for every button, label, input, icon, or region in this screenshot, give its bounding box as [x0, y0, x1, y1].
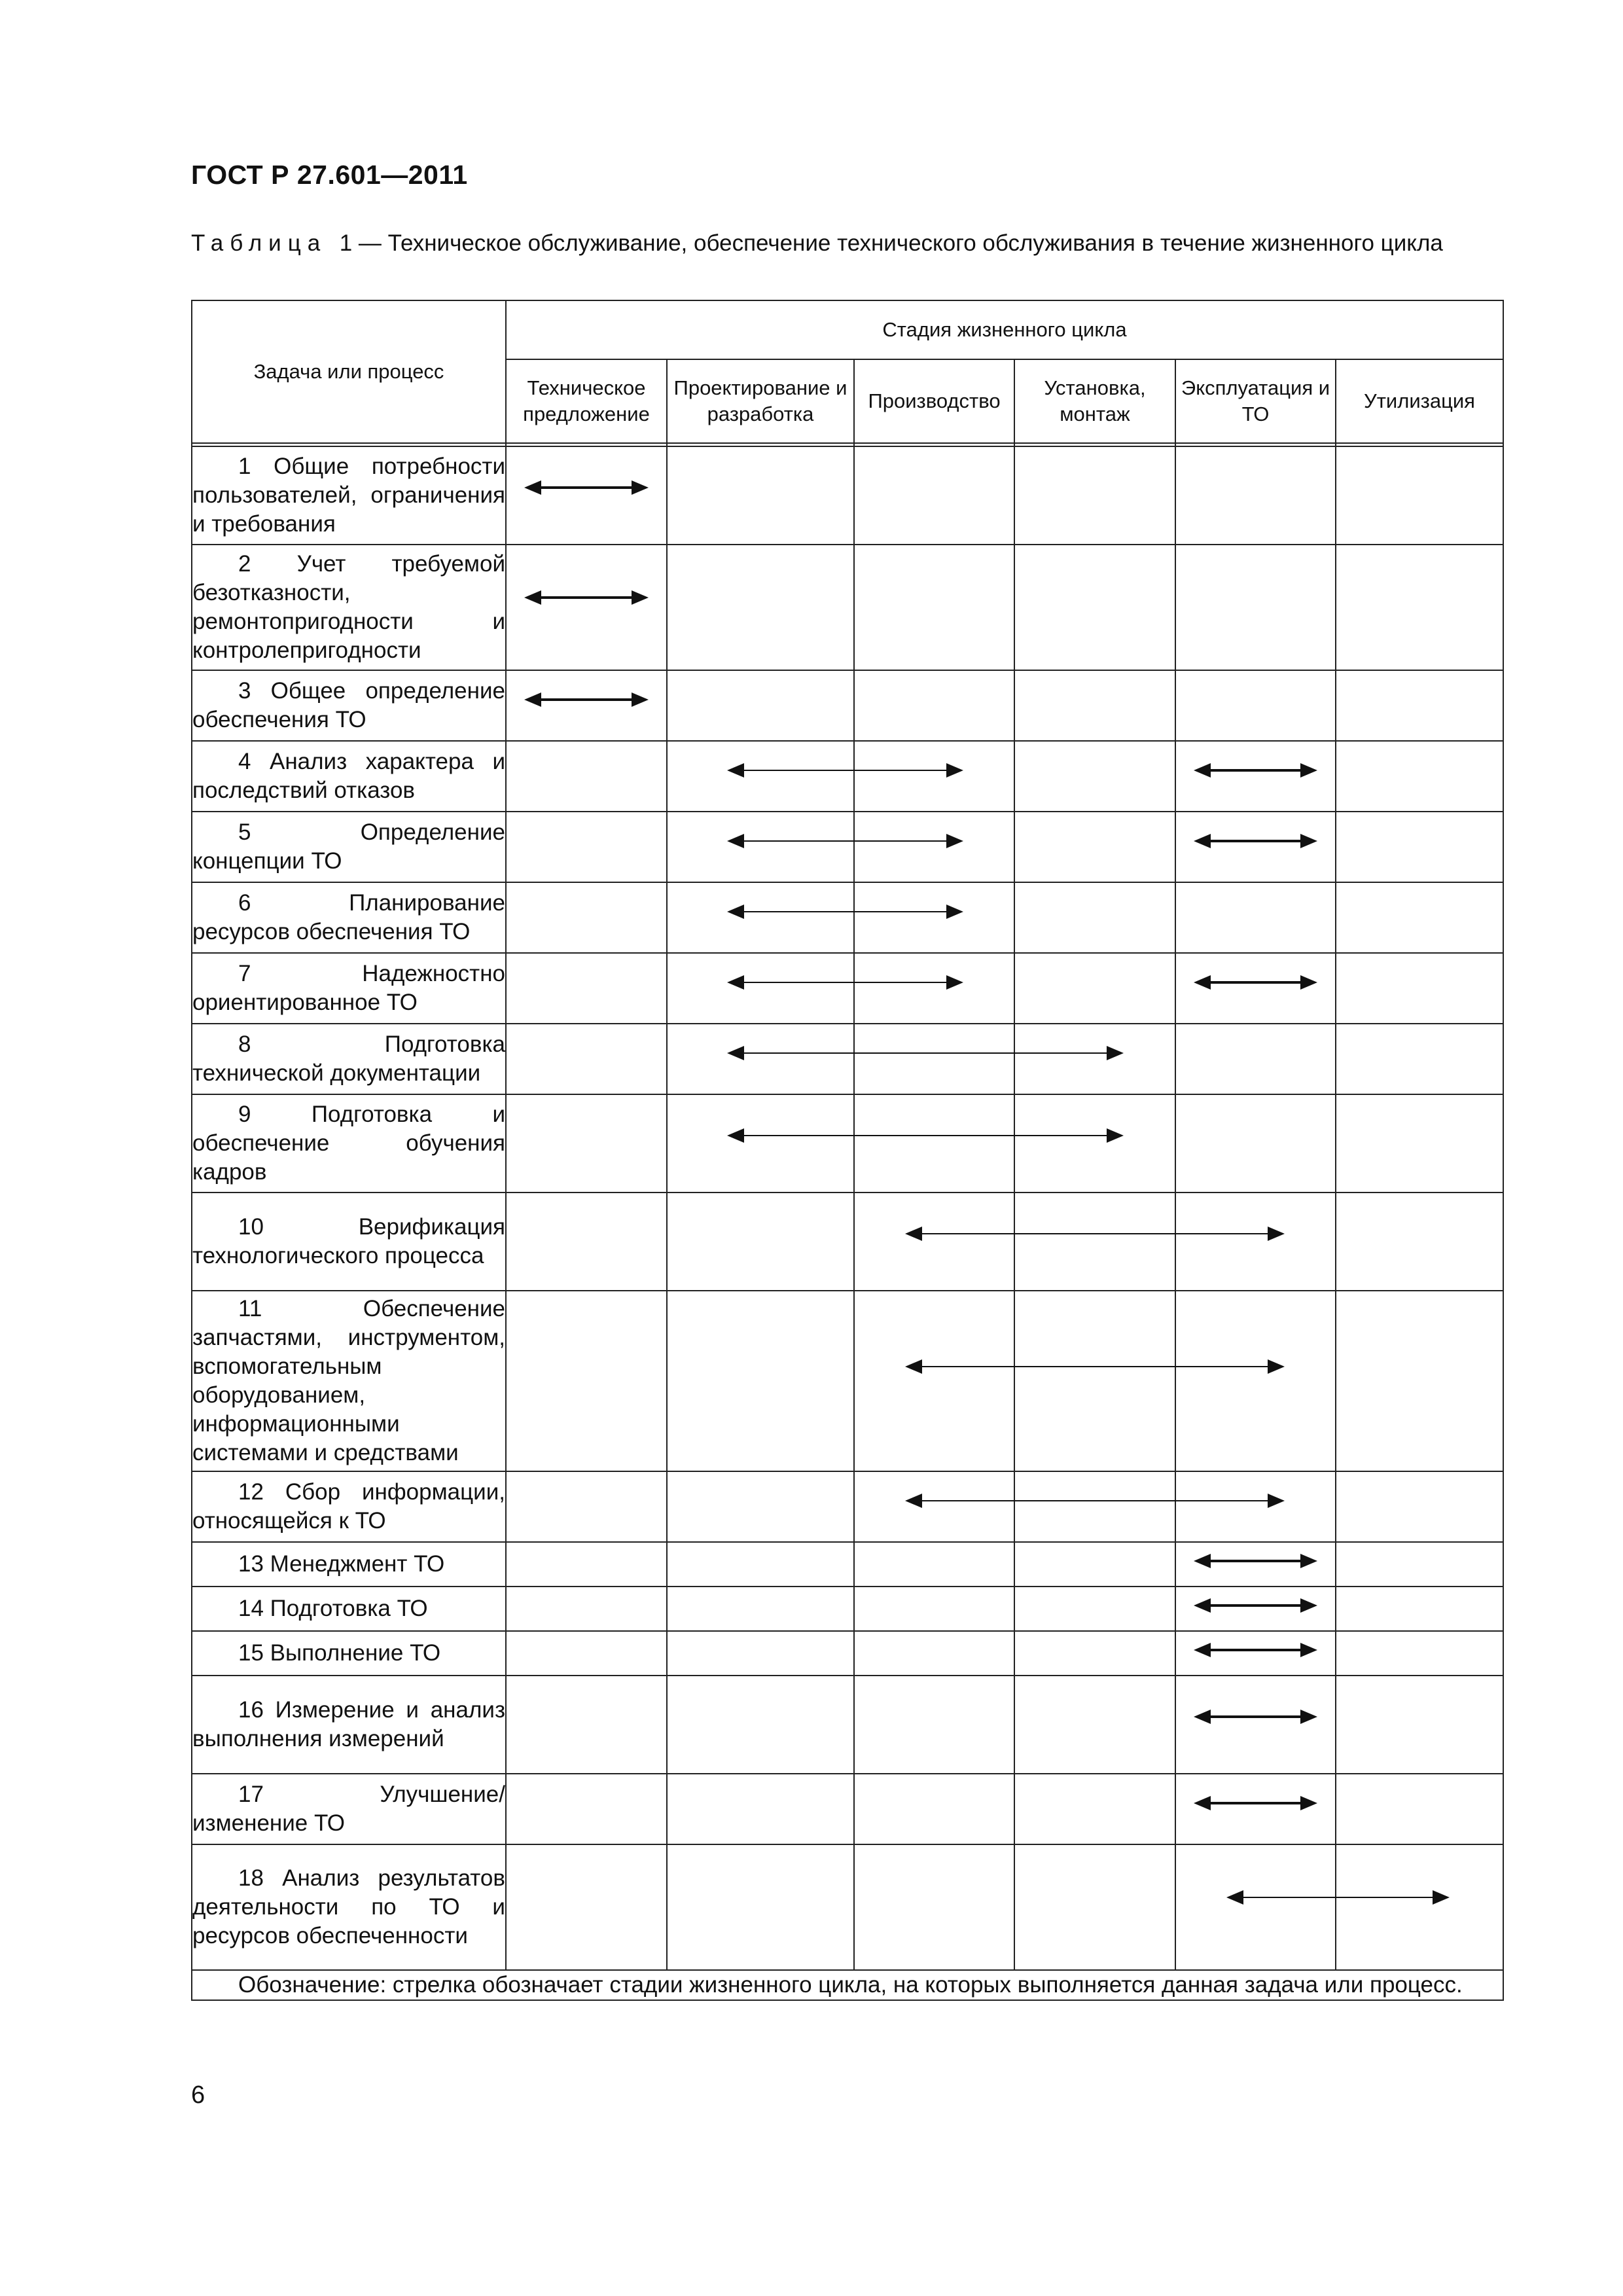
task-text: 15 Выполнение ТО [238, 1640, 441, 1666]
stage-cell [506, 741, 667, 812]
stage-cell [854, 1631, 1014, 1676]
stage-cell [854, 1774, 1014, 1844]
stage-header: Техническое предложение [506, 359, 667, 443]
table-row [192, 545, 1503, 670]
task-cell [192, 1542, 506, 1587]
stage-cell [506, 1542, 667, 1587]
task-cell [192, 882, 506, 953]
stage-cell [1336, 812, 1503, 882]
table-row [192, 953, 1503, 1024]
table-row [192, 741, 1503, 812]
stage-cell [667, 1471, 854, 1542]
stage-cell [506, 446, 667, 545]
stage-cell [1014, 812, 1175, 882]
stage-cell [854, 953, 1014, 1024]
stage-cell [667, 1024, 854, 1094]
table-row [192, 882, 1503, 953]
stage-cell [1175, 953, 1336, 1024]
task-cell [192, 953, 506, 1024]
task-cell [192, 741, 506, 812]
task-cell [192, 1094, 506, 1193]
table-caption [191, 229, 1503, 258]
stage-cell [1175, 1291, 1336, 1471]
stage-cell [854, 1193, 1014, 1291]
table-row [192, 1193, 1503, 1291]
task-cell [192, 446, 506, 545]
task-text: 17 Улучшение/ изменение ТО [192, 1782, 505, 1836]
stage-group-header: Стадия жизненного цикла [506, 300, 1503, 359]
task-text: 11 Обеспечение запчастями, инструментом, вспомогательным оборудованием, информационными системами и средствами [192, 1296, 505, 1465]
stage-cell [667, 1774, 854, 1844]
task-text: 2 Учет требуемой безотказности, ремонтопригодности и контролепригодности [192, 551, 505, 663]
table-row [192, 1542, 1503, 1587]
stage-cell [854, 545, 1014, 670]
stage-cell [1175, 812, 1336, 882]
table-note [192, 1970, 1503, 2000]
task-text: 5 Определение концепции ТО [192, 819, 505, 874]
stage-cell [1175, 1774, 1336, 1844]
stage-cell [854, 1024, 1014, 1094]
stage-cell [1014, 1094, 1175, 1193]
stage-cell [667, 812, 854, 882]
stage-cell [667, 1631, 854, 1676]
stage-cell [854, 882, 1014, 953]
stage-cell [854, 1587, 1014, 1631]
stage-cell [1014, 1542, 1175, 1587]
task-column-header: Задача или процесс [192, 300, 506, 443]
table-row [192, 1291, 1503, 1471]
stage-cell [854, 1542, 1014, 1587]
stage-cell [1175, 1844, 1336, 1970]
stage-cell [506, 1587, 667, 1631]
lifecycle-table [191, 300, 1504, 2001]
table-row [192, 1774, 1503, 1844]
task-cell [192, 1844, 506, 1970]
stage-cell [1014, 741, 1175, 812]
table-row [192, 1471, 1503, 1542]
stage-cell [667, 670, 854, 741]
table-row [192, 1676, 1503, 1774]
stage-cell [667, 953, 854, 1024]
stage-cell [1336, 1587, 1503, 1631]
table-row [192, 1024, 1503, 1094]
task-cell [192, 1193, 506, 1291]
stage-cell [1336, 1471, 1503, 1542]
stage-cell [1175, 1193, 1336, 1291]
stage-cell [1336, 1844, 1503, 1970]
table-body [192, 446, 1503, 1970]
table-row [192, 812, 1503, 882]
task-text: 13 Менеджмент ТО [238, 1551, 445, 1577]
stage-cell [1336, 1542, 1503, 1587]
stage-cell [854, 812, 1014, 882]
stage-cell [1175, 1587, 1336, 1631]
stage-cell [1336, 741, 1503, 812]
stage-cell [506, 545, 667, 670]
stage-cell [506, 882, 667, 953]
task-text: 16 Измерение и анализ выполнения измерений [192, 1697, 505, 1751]
task-text: 18 Анализ результатов деятельности по ТО и ресурсов обеспеченности [192, 1865, 505, 1948]
task-cell [192, 812, 506, 882]
stage-cell [506, 1676, 667, 1774]
stage-cell [1175, 1676, 1336, 1774]
stage-cell [667, 1542, 854, 1587]
stage-cell [506, 1024, 667, 1094]
stage-cell [1014, 1774, 1175, 1844]
stage-cell [1014, 953, 1175, 1024]
stage-cell [667, 446, 854, 545]
stage-cell [1336, 670, 1503, 741]
stage-cell [506, 1471, 667, 1542]
stage-cell [1336, 1024, 1503, 1094]
stage-cell [667, 1676, 854, 1774]
stage-cell [854, 1291, 1014, 1471]
stage-cell [1336, 1193, 1503, 1291]
stage-cell [506, 1844, 667, 1970]
stage-cell [506, 812, 667, 882]
task-text: 8 Подготовка технической документации [192, 1031, 505, 1086]
stage-header: Установка, монтаж [1014, 359, 1175, 443]
stage-cell [1014, 1587, 1175, 1631]
task-cell [192, 1471, 506, 1542]
stage-cell [1336, 1291, 1503, 1471]
stage-cell [1014, 1291, 1175, 1471]
table-row [192, 1844, 1503, 1970]
table-caption-label: Таблица [191, 230, 327, 256]
task-text: 10 Верификация технологического процесса [192, 1214, 505, 1268]
stage-cell [854, 1676, 1014, 1774]
stage-cell [1014, 1844, 1175, 1970]
stage-cell [506, 1774, 667, 1844]
stage-cell [1014, 1471, 1175, 1542]
task-cell [192, 1676, 506, 1774]
stage-cell [1175, 1471, 1336, 1542]
stage-cell [667, 1094, 854, 1193]
stage-header: Проектирование и разработка [667, 359, 854, 443]
stage-cell [1336, 1631, 1503, 1676]
stage-cell [1014, 670, 1175, 741]
task-text: 4 Анализ характера и последствий отказов [192, 749, 505, 803]
stage-cell [1175, 1631, 1336, 1676]
stage-cell [506, 953, 667, 1024]
task-text: 6 Планирование ресурсов обеспечения ТО [192, 890, 505, 944]
table-caption-text: 1 — Техническое обслуживание, обеспечение технического обслуживания в течение жизненного цикла [339, 230, 1443, 256]
stage-cell [1336, 882, 1503, 953]
stage-cell [667, 1844, 854, 1970]
stage-cell [854, 1844, 1014, 1970]
stage-cell [854, 1471, 1014, 1542]
stage-cell [1336, 1774, 1503, 1844]
stage-cell [1336, 1094, 1503, 1193]
stage-header: Производство [854, 359, 1014, 443]
task-cell [192, 1774, 506, 1844]
task-cell [192, 670, 506, 741]
stage-cell [1175, 882, 1336, 953]
task-text: 9 Подготовка и обеспечение обучения кадров [192, 1102, 505, 1185]
task-text: 12 Сбор информации, относящейся к ТО [192, 1479, 505, 1534]
stage-cell [667, 741, 854, 812]
stage-cell [854, 670, 1014, 741]
task-text: 14 Подготовка ТО [238, 1596, 428, 1621]
stage-cell [1014, 1631, 1175, 1676]
table-row [192, 446, 1503, 545]
document-header: ГОСТ Р 27.601—2011 [191, 160, 468, 190]
stage-cell [1175, 446, 1336, 545]
stage-header: Утилизация [1336, 359, 1503, 443]
stage-cell [667, 545, 854, 670]
stage-cell [1175, 545, 1336, 670]
stage-header: Эксплуатация и ТО [1175, 359, 1336, 443]
page-number: 6 [191, 2081, 205, 2109]
stage-cell [1336, 953, 1503, 1024]
task-cell [192, 545, 506, 670]
stage-cell [1336, 446, 1503, 545]
stage-cell [854, 446, 1014, 545]
task-cell [192, 1587, 506, 1631]
table-row [192, 1587, 1503, 1631]
stage-cell [1175, 741, 1336, 812]
stage-cell [1014, 1024, 1175, 1094]
stage-cell [1336, 545, 1503, 670]
stage-cell [1175, 1024, 1336, 1094]
stage-cell [667, 1193, 854, 1291]
stage-cell [1014, 446, 1175, 545]
task-cell [192, 1291, 506, 1471]
stage-cell [1014, 545, 1175, 670]
stage-cell [667, 1587, 854, 1631]
task-text: 7 Надежностно ориентированное ТО [192, 961, 505, 1015]
stage-cell [506, 670, 667, 741]
stage-cell [506, 1291, 667, 1471]
stage-cell [1336, 1676, 1503, 1774]
table-note-text: Обозначение: стрелка обозначает стадии жизненного цикла, на которых выполняется данная задача или процесс. [238, 1972, 1463, 1998]
stage-cell [506, 1631, 667, 1676]
stage-cell [1175, 1542, 1336, 1587]
stage-cell [1014, 882, 1175, 953]
task-cell [192, 1024, 506, 1094]
stage-cell [667, 1291, 854, 1471]
stage-cell [1175, 670, 1336, 741]
stage-cell [854, 1094, 1014, 1193]
task-text: 3 Общее определение обеспечения ТО [192, 678, 505, 732]
stage-cell [506, 1193, 667, 1291]
stage-cell [854, 741, 1014, 812]
stage-cell [1014, 1193, 1175, 1291]
table-row [192, 670, 1503, 741]
stage-cell [1014, 1676, 1175, 1774]
table-row [192, 1631, 1503, 1676]
stage-cell [1175, 1094, 1336, 1193]
task-cell [192, 1631, 506, 1676]
task-text: 1 Общие потребности пользователей, ограничения и требования [192, 454, 505, 537]
table-row [192, 1094, 1503, 1193]
stage-cell [506, 1094, 667, 1193]
stage-cell [667, 882, 854, 953]
